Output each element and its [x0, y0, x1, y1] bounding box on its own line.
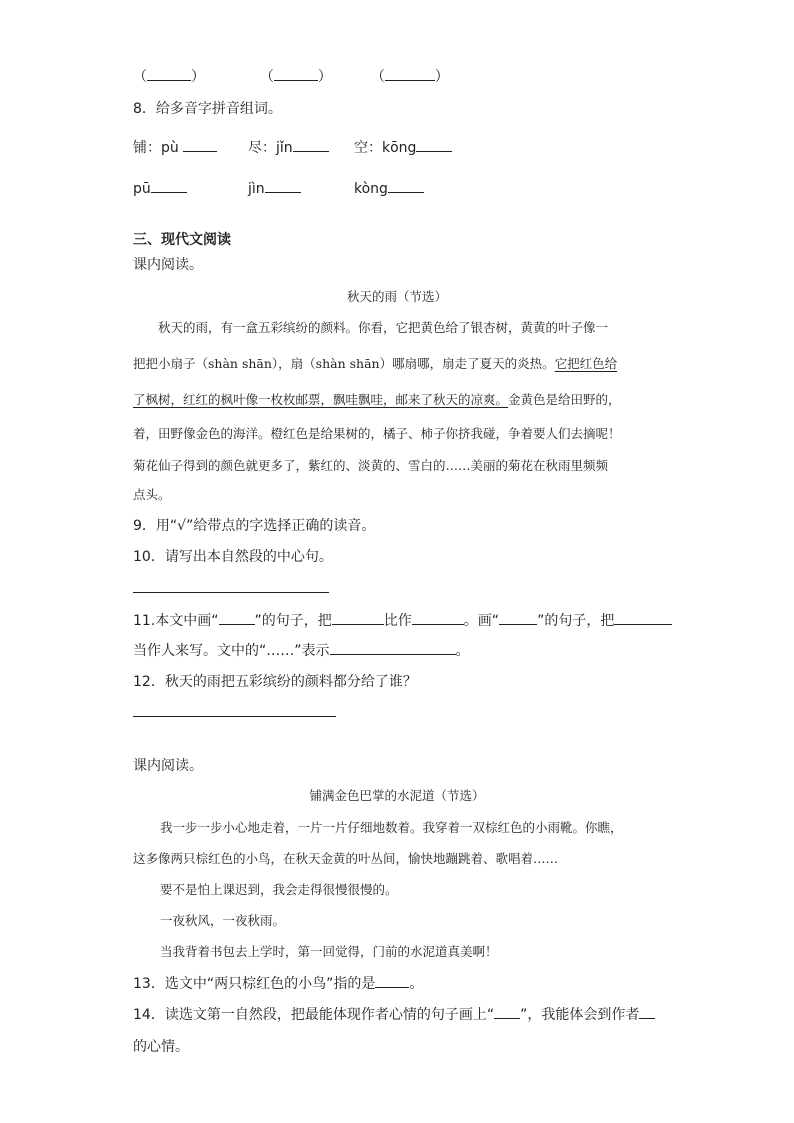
q11-blank-5[interactable]: [614, 610, 672, 625]
q11-blank-6[interactable]: [330, 640, 456, 655]
section-b-intro: 课内阅读。: [133, 758, 203, 774]
passage-2-line-4: 一夜秋风，一夜秋雨。: [160, 913, 286, 928]
passage-2-title: 铺满金色巴掌的水泥道（节选）: [309, 788, 485, 803]
question-8-label: 8．给多音字拼音组词。: [133, 101, 282, 117]
question-9: 9．用“√”给带点的字选择正确的读音。: [133, 518, 376, 534]
q8-blank-pu1[interactable]: [151, 178, 187, 193]
section-heading: 三、现代文阅读: [133, 232, 231, 248]
q8-item-kong4: kòng: [354, 178, 424, 197]
q8-item-pu1: pū: [133, 178, 187, 197]
q8-item-jin4: jìn: [248, 178, 301, 197]
q14-blank-1[interactable]: [494, 1004, 520, 1019]
passage-2-line-5: 当我背着书包去上学时，第一回觉得，门前的水泥道真美啊！: [160, 944, 498, 959]
section-intro: 课内阅读。: [133, 257, 203, 273]
passage-2-line-1: 我一步一步小心地走着，一片一片仔细地数着。我穿着一双棕红色的小雨靴。你瞧，: [160, 820, 623, 835]
paren-blank-2[interactable]: （ ）: [260, 69, 332, 85]
q8-blank-pu4[interactable]: [183, 137, 217, 152]
passage-2-line-3: 要不是怕上课迟到，我会走得很慢很慢的。: [160, 882, 398, 897]
paren-blank-1[interactable]: （ ）: [133, 69, 205, 85]
passage-1-line-6: 点头。: [133, 487, 171, 502]
q14-blank-2[interactable]: [639, 1004, 655, 1019]
q11-blank-3[interactable]: [412, 610, 464, 625]
q8-blank-jin3[interactable]: [293, 137, 329, 152]
passage-1-line-5: 菊花仙子得到的颜色就更多了，紫红的、淡黄的、雪白的……美丽的菊花在秋雨里频频: [133, 458, 609, 473]
q11-blank-1[interactable]: [219, 610, 255, 625]
passage-1-line-4: 着，田野像金色的海洋。橙红色是给果树的，橘子、柿子你挤我碰，争着要人们去摘呢！: [133, 426, 621, 441]
q8-blank-jin4[interactable]: [265, 178, 301, 193]
q8-item-jin3: 尽：jǐn: [248, 137, 329, 157]
q13-blank[interactable]: [375, 973, 409, 988]
answer-parens-row: [133, 66, 449, 86]
q8-item-kong1: 空：kōng: [354, 137, 452, 157]
passage-1-line-1: 秋天的雨，有一盒五彩缤纷的颜料。你看，它把黄色给了银杏树，黄黄的叶子像一: [158, 320, 609, 335]
passage-2-line-2: 这多像两只棕红色的小鸟，在秋天金黄的叶丛间，愉快地蹦跳着、歌唱着……: [133, 851, 559, 866]
paren-blank-3[interactable]: （ ）: [371, 69, 449, 85]
question-13: 13．选文中“两只棕红色的小鸟”指的是 。: [133, 973, 423, 993]
passage-1-underlined-start: 它把红色给: [554, 356, 618, 371]
q8-blank-kong4[interactable]: [388, 178, 424, 193]
q11-blank-4[interactable]: [499, 610, 537, 625]
q8-item-pu4: 铺：pù: [133, 137, 217, 157]
question-14-line-2: 的心情。: [133, 1039, 189, 1055]
passage-1-line-3: 了枫树，红红的枫叶像一枚枚邮票，飘哇飘哇，邮来了秋天的凉爽。金黄色是给田野的，: [133, 392, 621, 407]
question-11-line-1: 11.本文中画“ ”的句子，把 比作 。画“ ”的句子，把: [133, 610, 672, 630]
q8-blank-kong1[interactable]: [416, 137, 452, 152]
passage-1-title: 秋天的雨（节选）: [346, 289, 447, 304]
question-14-line-1: 14．读选文第一自然段，把最能体现作者心情的句子画上“ ”，我能体会到作者: [133, 1004, 655, 1024]
q12-answer-line[interactable]: [133, 716, 336, 717]
passage-1-line-2: 把把小扇子（shàn shān），扇（shàn shān）哪扇哪，扇走了夏天的炎热。它把红色给: [133, 356, 618, 371]
question-10: 10．请写出本自然段的中心句。: [133, 549, 333, 565]
question-12: 12．秋天的雨把五彩缤纷的颜料都分给了谁？: [133, 674, 417, 690]
q11-blank-2[interactable]: [332, 610, 384, 625]
question-11-line-2: 当作人来写。文中的“……”表示 。: [133, 640, 470, 660]
q10-answer-line[interactable]: [133, 592, 329, 593]
